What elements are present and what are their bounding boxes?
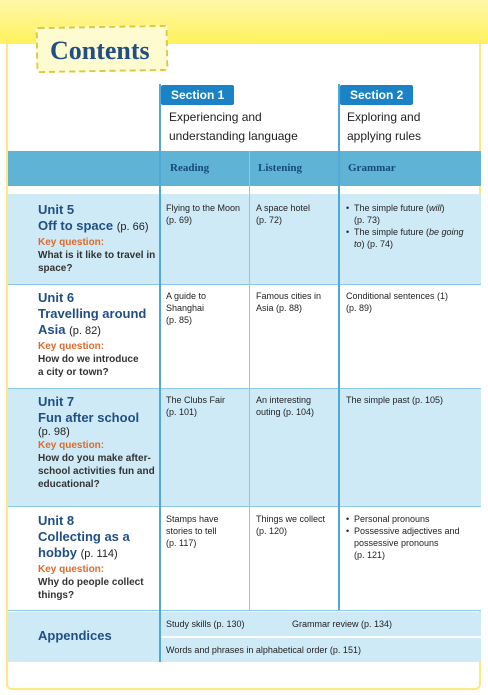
unit-6-info: Unit 6 Travelling around Asia (p. 82) Key question: How do we introduce a city or town? (38, 290, 147, 378)
unit-5-listening: A space hotel (p. 72) (256, 203, 311, 225)
row-divider (8, 506, 481, 507)
col-grammar: Grammar (348, 162, 396, 174)
unit-6-listening: Famous cities in Asia (p. 88) (256, 291, 322, 313)
row-divider (8, 388, 481, 389)
section-2-desc: Exploring and applying rules (347, 110, 422, 143)
column-header-row (8, 151, 481, 186)
unit-5-grammar: • The simple future (will) (p. 73) • The simple future (be going to) (p. 74) (346, 202, 464, 250)
section-2-label: Section 2 (340, 85, 413, 105)
row-divider (8, 610, 481, 611)
appendices-label: Appendices (38, 628, 112, 643)
unit-6-reading: A guide to Shanghai (p. 85) (166, 291, 207, 325)
study-skills: Study skills (p. 130) (166, 619, 245, 629)
unit-5-info: Unit 5 Off to space (p. 66) Key question: What is it like to travel in space? (38, 202, 156, 274)
unit-8-reading: Stamps have stories to tell (p. 117) (166, 514, 219, 548)
section-1-desc: Experiencing and understanding language (169, 110, 298, 143)
col-reading: Reading (170, 162, 210, 174)
unit-8-info: Unit 8 Collecting as a hobby (p. 114) Key question: Why do people collect things? (38, 513, 144, 601)
col-divider (338, 84, 340, 610)
unit-8-listening: Things we collect (p. 120) (256, 514, 326, 536)
unit-7-reading: The Clubs Fair (p. 101) (166, 395, 226, 417)
words-and-phrases: Words and phrases in alphabetical order (p. 151) (166, 645, 361, 655)
unit-5-reading: Flying to the Moon (p. 69) (166, 203, 241, 225)
col-listening: Listening (258, 162, 303, 174)
unit-7-grammar: The simple past (p. 105) (346, 395, 444, 405)
section-1-label: Section 1 (161, 85, 234, 105)
page-title: Contents (50, 36, 150, 65)
grammar-review: Grammar review (p. 134) (292, 619, 393, 629)
unit-7-listening: An interesting outing (p. 104) (256, 395, 315, 417)
col-divider (159, 84, 161, 662)
appendix-divider (160, 636, 481, 638)
unit-8-grammar: • Personal pronouns • Possessive adjectives and possessive pronouns (p. 121) (346, 513, 460, 561)
row-divider (8, 284, 481, 285)
unit-7-info: Unit 7 Fun after school (p. 98) Key question: How do you make after- school activities fun and educational? (38, 394, 155, 490)
unit-6-grammar: Conditional sentences (1) (p. 89) (346, 291, 449, 313)
col-divider (249, 151, 250, 610)
